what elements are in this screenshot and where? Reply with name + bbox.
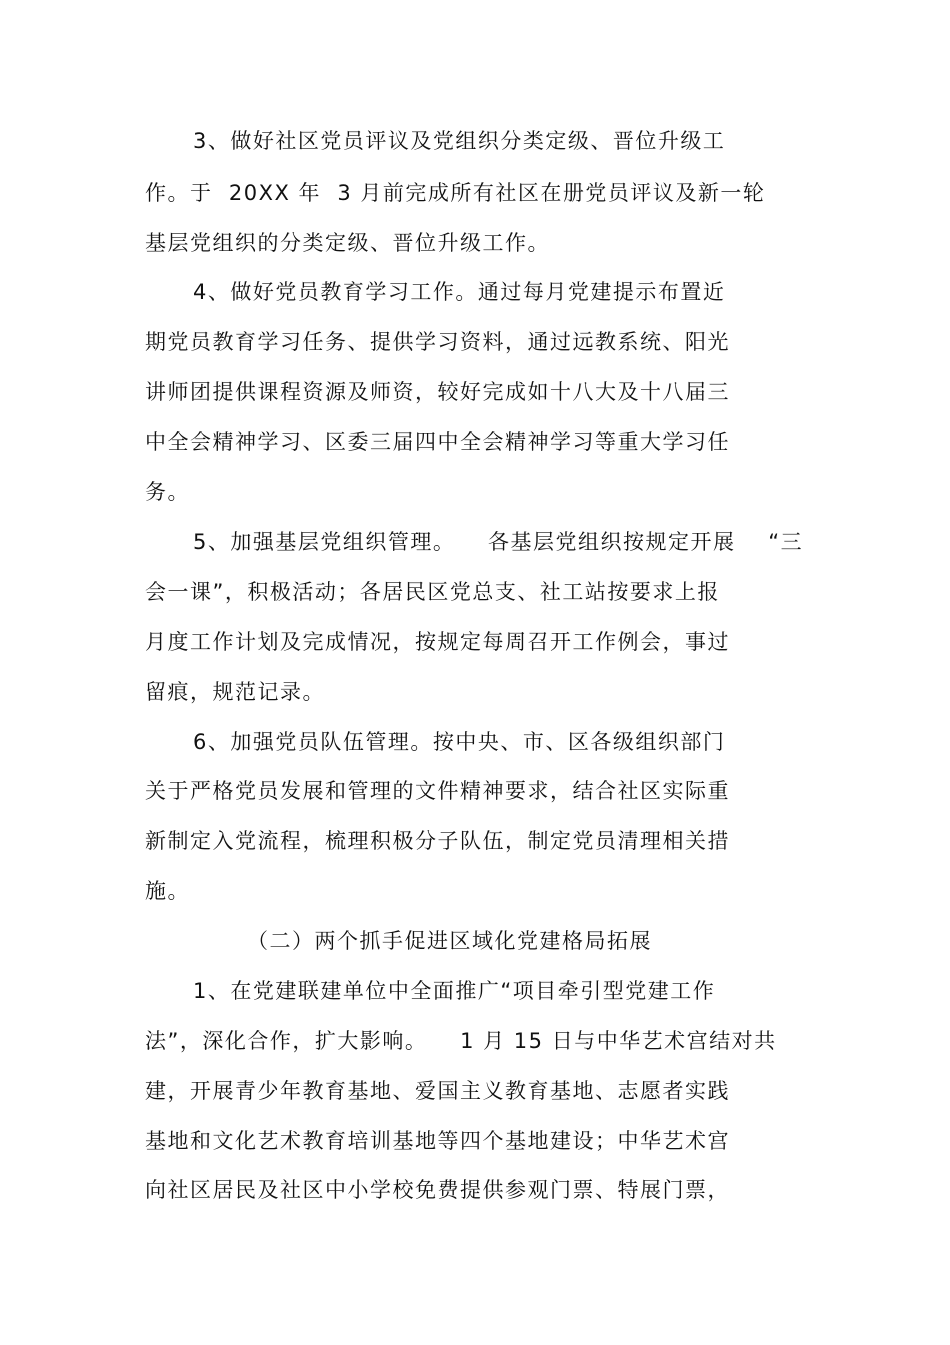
text-line: 新制定入党流程，梳理积极分子队伍，制定党员清理相关措: [145, 829, 730, 853]
text-line: 建，开展青少年教育基地、爱国主义教育基地、志愿者实践: [145, 1079, 730, 1103]
text-line: 5、加强基层党组织管理。 各基层党组织按规定开展 “三: [193, 530, 804, 554]
text-line: 月度工作计划及完成情况，按规定每周召开工作例会，事过: [145, 630, 730, 654]
text-line: 会一课”，积极活动；各居民区党总支、社工站按要求上报: [145, 580, 720, 604]
section-heading: （二）两个抓手促进区域化党建格局拓展: [247, 929, 652, 953]
text-line: 法”，深化合作，扩大影响。 1 月 15 日与中华艺术宫结对共: [145, 1029, 777, 1053]
text-line: 中全会精神学习、区委三届四中全会精神学习等重大学习任: [145, 430, 730, 454]
text-line: 期党员教育学习任务、提供学习资料，通过远教系统、阳光: [145, 330, 730, 354]
text-line: 留痕，规范记录。: [145, 680, 325, 704]
text-line: 务。: [145, 480, 190, 504]
text-line: 基地和文化艺术教育培训基地等四个基地建设；中华艺术宫: [145, 1129, 730, 1153]
text-line: 讲师团提供课程资源及师资，较好完成如十八大及十八届三: [145, 380, 730, 404]
text-line: 1、在党建联建单位中全面推广“项目牵引型党建工作: [193, 979, 716, 1003]
text-line: 基层党组织的分类定级、晋位升级工作。: [145, 231, 550, 255]
text-line: 4、做好党员教育学习工作。通过每月党建提示布置近: [193, 280, 726, 304]
text-line: 作。于 20XX 年 3 月前完成所有社区在册党员评议及新一轮: [145, 181, 766, 205]
text-line: 3、做好社区党员评议及党组织分类定级、晋位升级工: [193, 129, 726, 153]
text-line: 施。: [145, 879, 190, 903]
text-line: 6、加强党员队伍管理。按中央、市、区各级组织部门: [193, 730, 726, 754]
text-line: 关于严格党员发展和管理的文件精神要求，结合社区实际重: [145, 779, 730, 803]
text-line: 向社区居民及社区中小学校免费提供参观门票、特展门票，: [145, 1178, 730, 1202]
